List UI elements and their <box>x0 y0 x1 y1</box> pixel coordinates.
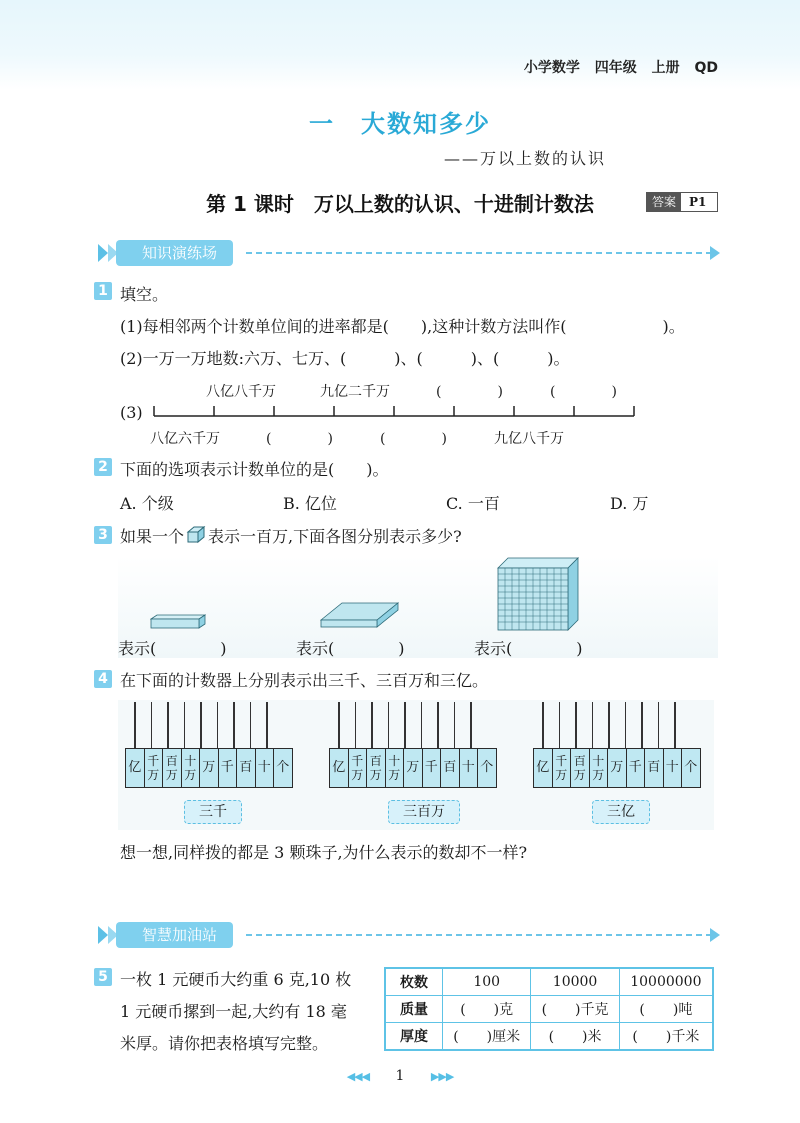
place-char: 万 <box>610 760 624 775</box>
line-blank-top: ( ) <box>550 384 617 400</box>
section-boost-label: 智慧加油站 <box>116 922 233 948</box>
place-char: 万 <box>351 768 364 782</box>
q1-part3-label: (3) <box>120 403 143 422</box>
place-char: 十 <box>388 754 401 768</box>
table-cell[interactable]: ( )千克 <box>531 996 619 1023</box>
q3-answer-3: 表示( ) <box>474 639 583 658</box>
table-cell: 10000 <box>531 968 619 996</box>
section-practice-label: 知识演练场 <box>116 240 233 266</box>
arrow-head-icon <box>710 928 720 942</box>
unit-cube-icon <box>186 525 206 545</box>
q5-line: 1 元硬币摞到一起,大约有 18 毫 <box>120 1002 347 1021</box>
place-char: 万 <box>147 768 160 782</box>
question-number: 4 <box>94 670 112 688</box>
place-char: 万 <box>165 768 178 782</box>
answer-tag <box>646 192 718 212</box>
table-cell: 100 <box>443 968 531 996</box>
place-char: 万 <box>388 768 401 782</box>
counter-place-cell <box>533 748 553 788</box>
line-label-bottom: 八亿六千万 <box>150 431 220 447</box>
section-boost <box>96 918 720 952</box>
counter-rod[interactable] <box>217 702 219 748</box>
counter-place-cell <box>329 748 349 788</box>
place-char: 千 <box>424 760 438 775</box>
option-b: B. 亿位 <box>283 494 337 513</box>
counter-place-cell <box>236 748 256 788</box>
q3-prompt-a: 如果一个 <box>120 527 185 546</box>
counter-rod[interactable] <box>184 702 186 748</box>
q2-prompt: 下面的选项表示计数单位的是( )。 <box>120 460 389 479</box>
place-char: 千 <box>147 754 160 768</box>
place-char: 百 <box>573 754 586 768</box>
question-number: 3 <box>94 526 112 544</box>
q3-answer-2: 表示( ) <box>296 639 405 658</box>
place-char: 万 <box>202 760 216 775</box>
counter-place-cell <box>477 748 497 788</box>
section-practice <box>96 236 720 270</box>
q5-line: 米厚。请你把表格填写完整。 <box>120 1034 329 1053</box>
edition: QD <box>694 60 718 76</box>
grade: 四年级 <box>594 60 637 76</box>
counter-place-cell <box>385 748 405 788</box>
volume: 上册 <box>651 60 680 76</box>
counter-place-cell <box>162 748 182 788</box>
counter-label: 三百万 <box>388 800 460 824</box>
place-char: 万 <box>406 760 420 775</box>
counter-place-cell <box>607 748 627 788</box>
place-char: 个 <box>480 760 494 775</box>
place-char: 千 <box>555 754 568 768</box>
table-cell: 10000000 <box>619 968 713 996</box>
option-a: A. 个级 <box>120 494 174 513</box>
place-char: 万 <box>592 768 605 782</box>
q5-line: 一枚 1 元硬币大约重 6 克,10 枚 <box>120 970 352 989</box>
counter-label: 三亿 <box>592 800 650 824</box>
place-char: 万 <box>573 768 586 782</box>
counter-place-cell <box>273 748 293 788</box>
table-cell[interactable]: ( )千米 <box>619 1023 713 1051</box>
place-char: 十 <box>184 754 197 768</box>
place-char: 万 <box>184 768 197 782</box>
counter-place-cell <box>255 748 275 788</box>
q1-part2: (2)一万一万地数:六万、七万、( )、( )、( )。 <box>120 349 570 368</box>
counter-place-cell <box>681 748 701 788</box>
table-row <box>385 1023 713 1051</box>
line-blank-bottom: ( ) <box>380 431 447 447</box>
table-cell[interactable]: ( )米 <box>531 1023 619 1051</box>
counter-place-cell <box>626 748 646 788</box>
dashed-line <box>246 934 712 936</box>
q3-prompt-b: 表示一百万,下面各图分别表示多少? <box>208 527 462 546</box>
page-number: 1 <box>395 1068 405 1084</box>
counter-place-cell <box>125 748 145 788</box>
place-char: 百 <box>369 754 382 768</box>
counter-place-cell <box>181 748 201 788</box>
place-char: 百 <box>165 754 178 768</box>
counter-place-cell <box>366 748 386 788</box>
place-char: 万 <box>555 768 568 782</box>
place-char: 十 <box>257 760 271 775</box>
subject: 小学数学 <box>523 60 580 76</box>
counter-place-cell <box>144 748 164 788</box>
q4-prompt: 在下面的计数器上分别表示出三千、三百万和三亿。 <box>120 671 489 690</box>
counter-place-cell <box>644 748 664 788</box>
place-char: 亿 <box>536 760 550 775</box>
counter-rod[interactable] <box>592 702 594 748</box>
counter-rod[interactable] <box>559 702 561 748</box>
header-meta <box>524 57 718 77</box>
q5-table <box>384 967 714 1051</box>
option-d: D. 万 <box>610 494 649 513</box>
counter-rod[interactable] <box>454 702 456 748</box>
counter-place-cell <box>348 748 368 788</box>
footer <box>0 1068 800 1084</box>
counter-place-cell <box>552 748 572 788</box>
counter-place-cell <box>663 748 683 788</box>
answer-key-label: 答案 <box>647 193 681 211</box>
line-blank-bottom: ( ) <box>266 431 333 447</box>
place-char: 千 <box>628 760 642 775</box>
table-cell: 枚数 <box>385 968 443 996</box>
counter-label: 三千 <box>184 800 242 824</box>
place-char: 千 <box>351 754 364 768</box>
cube-rod-image <box>150 612 206 630</box>
table-cell[interactable]: ( )吨 <box>619 996 713 1023</box>
place-char: 十 <box>592 754 605 768</box>
q4-think: 想一想,同样拨的都是 3 颗珠子,为什么表示的数却不一样? <box>120 843 528 862</box>
option-c: C. 一百 <box>446 494 500 513</box>
place-char: 个 <box>684 760 698 775</box>
counter-rod[interactable] <box>625 702 627 748</box>
place-char: 十 <box>461 760 475 775</box>
table-cell: 质量 <box>385 996 443 1023</box>
counter[interactable] <box>126 702 291 802</box>
lesson-title: 第 1 课时 万以上数的认识、十进制计数法 <box>206 192 594 216</box>
arrow-head-icon <box>710 246 720 260</box>
table-row <box>385 968 713 996</box>
counter-rod[interactable] <box>575 702 577 748</box>
counter-rod[interactable] <box>371 702 373 748</box>
counter-rod[interactable] <box>151 702 153 748</box>
counter-place-cell <box>403 748 423 788</box>
counter-rod[interactable] <box>674 702 676 748</box>
counter-place-row <box>534 748 701 786</box>
question-number: 1 <box>94 282 112 300</box>
place-char: 个 <box>276 760 290 775</box>
place-char: 亿 <box>128 760 142 775</box>
counter-rod[interactable] <box>470 702 472 748</box>
counter-rod[interactable] <box>437 702 439 748</box>
counter-rod[interactable] <box>167 702 169 748</box>
q1-prompt: 填空。 <box>120 285 169 304</box>
counter-rod[interactable] <box>404 702 406 748</box>
place-char: 千 <box>220 760 234 775</box>
counter-rod[interactable] <box>266 702 268 748</box>
counter[interactable] <box>534 702 699 802</box>
counter-rod[interactable] <box>658 702 660 748</box>
answer-page: P1 <box>689 195 707 209</box>
counter-place-row <box>126 748 293 786</box>
counter[interactable] <box>330 702 495 802</box>
table-cell[interactable]: ( )厘米 <box>443 1023 531 1051</box>
place-char: 万 <box>369 768 382 782</box>
counter-place-cell <box>589 748 609 788</box>
line-label-top: 九亿二千万 <box>320 384 390 400</box>
counter-rod[interactable] <box>608 702 610 748</box>
place-char: 亿 <box>332 760 346 775</box>
q3-answer-1: 表示( ) <box>118 639 227 658</box>
cube-block-image <box>496 556 580 632</box>
counter-rod[interactable] <box>134 702 136 748</box>
table-row <box>385 996 713 1023</box>
table-cell: 厚度 <box>385 1023 443 1051</box>
counter-place-cell <box>199 748 219 788</box>
counter-place-row <box>330 748 497 786</box>
dashed-line <box>246 252 712 254</box>
q1-part1: (1)每相邻两个计数单位间的进率都是( ),这种计数方法叫作( )。 <box>120 317 685 336</box>
counter-rod[interactable] <box>388 702 390 748</box>
counter-place-cell <box>440 748 460 788</box>
counter-rod[interactable] <box>233 702 235 748</box>
unit-title: 一 大数知多少 <box>309 110 491 138</box>
counter-rod[interactable] <box>542 702 544 748</box>
number-line <box>150 400 640 422</box>
counter-place-cell <box>459 748 479 788</box>
counter-rod[interactable] <box>338 702 340 748</box>
counter-rod[interactable] <box>355 702 357 748</box>
counter-rod[interactable] <box>200 702 202 748</box>
place-char: 百 <box>647 760 661 775</box>
right-arrows-icon: ▶▶▶ <box>430 1070 454 1083</box>
left-arrows-icon: ◀◀◀ <box>346 1070 370 1083</box>
line-label-top: 八亿八千万 <box>206 384 276 400</box>
counter-rod[interactable] <box>250 702 252 748</box>
counter-place-cell <box>218 748 238 788</box>
line-blank-top: ( ) <box>436 384 503 400</box>
question-number: 2 <box>94 458 112 476</box>
table-cell[interactable]: ( )克 <box>443 996 531 1023</box>
place-char: 百 <box>239 760 253 775</box>
place-char: 百 <box>443 760 457 775</box>
counter-place-cell <box>422 748 442 788</box>
line-label-bottom: 九亿八千万 <box>494 431 564 447</box>
counter-rod[interactable] <box>641 702 643 748</box>
place-char: 十 <box>665 760 679 775</box>
question-number: 5 <box>94 968 112 986</box>
cube-flat-image <box>320 600 400 630</box>
counter-rod[interactable] <box>421 702 423 748</box>
unit-subtitle: ——万以上数的认识 <box>443 149 606 168</box>
counter-place-cell <box>570 748 590 788</box>
